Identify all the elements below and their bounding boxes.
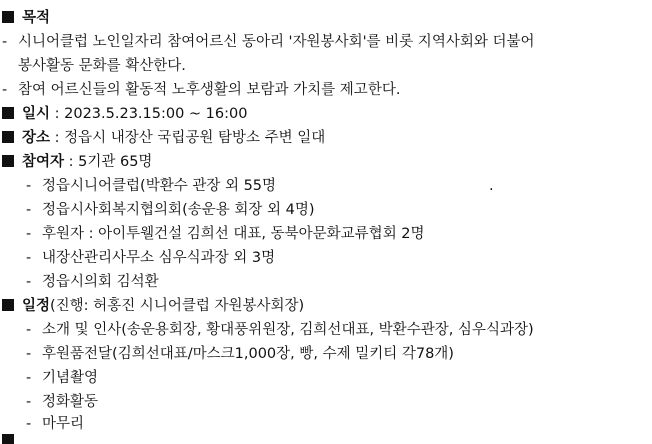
square-bullet-icon bbox=[2, 155, 14, 167]
participant-item bbox=[26, 198, 314, 222]
schedule-text: 마무리 bbox=[42, 416, 85, 432]
section-title: 목적 bbox=[22, 10, 51, 26]
schedule-value: (진행: 허홍진 시니어클럽 자원봉사회장) bbox=[50, 298, 305, 314]
schedule-item bbox=[26, 342, 454, 366]
purpose-text: 시니어클럽 노인일자리 참여어르신 동아리 '자원봉사회'를 비롯 지역사회와 더불어 bbox=[18, 34, 535, 50]
purpose-text: 봉사활동 문화를 확산한다. bbox=[18, 58, 186, 74]
schedule-item bbox=[26, 366, 98, 390]
participant-text: 정읍시사회복지협의회(송운용 회장 외 4명) bbox=[42, 202, 315, 218]
schedule-item bbox=[26, 414, 84, 434]
participant-item bbox=[26, 270, 159, 294]
participant-text: 정읍시니어클럽(박환수 관장 외 55명 bbox=[42, 178, 277, 194]
schedule-item bbox=[26, 318, 534, 342]
dash-marker: - bbox=[26, 202, 32, 218]
section-schedule bbox=[2, 294, 304, 318]
participant-text: 후원자 : 아이투웰건설 김희선 대표, 동북아문화교류협회 2명 bbox=[42, 226, 425, 242]
schedule-text: 후원품전달(김희선대표/마스크1,000장, 빵, 수제 밀키티 각78개) bbox=[42, 346, 454, 362]
participants-value: : 5기관 65명 bbox=[64, 154, 153, 170]
place-value: : 정읍시 내장산 국립공원 탐방소 주변 일대 bbox=[50, 130, 326, 146]
dash-marker: - bbox=[26, 346, 32, 362]
section-datetime bbox=[2, 102, 247, 126]
participant-item bbox=[26, 246, 275, 270]
purpose-text: 참여 어르신들의 활동적 노후생활의 보람과 가치를 제고한다. bbox=[18, 82, 401, 98]
dash-marker: - bbox=[26, 250, 32, 266]
clipped-next-section bbox=[2, 434, 202, 444]
purpose-item bbox=[2, 30, 534, 54]
datetime-value: : 2023.5.23.15:00 ~ 16:00 bbox=[50, 106, 248, 122]
participant-item bbox=[26, 174, 276, 198]
dash-marker: - bbox=[26, 274, 32, 290]
participant-text: 내장산관리사무소 심우식과장 외 3명 bbox=[42, 250, 276, 266]
section-participants bbox=[2, 150, 152, 174]
square-bullet-icon bbox=[2, 131, 14, 143]
schedule-text: 정화활동 bbox=[42, 394, 99, 410]
section-title: 참여자 bbox=[22, 154, 65, 170]
dash-marker: - bbox=[26, 178, 32, 194]
schedule-text: 소개 및 인사(송운용회장, 황대풍위원장, 김희선대표, 박환수관장, 심우식과장) bbox=[42, 322, 534, 338]
section-title: 일시 bbox=[22, 106, 51, 122]
schedule-text: 기념촬영 bbox=[42, 370, 99, 386]
section-title: 일정 bbox=[22, 298, 51, 314]
participant-item bbox=[26, 222, 425, 246]
section-title: 장소 bbox=[22, 130, 51, 146]
dash-marker: - bbox=[26, 416, 32, 432]
dash-marker: - bbox=[26, 370, 32, 386]
purpose-item-continuation bbox=[18, 54, 186, 78]
stray-dot: . bbox=[489, 178, 494, 194]
participant-text: 정읍시의회 김석환 bbox=[42, 274, 159, 290]
section-purpose-heading bbox=[2, 6, 50, 30]
section-place bbox=[2, 126, 325, 150]
dash-marker: - bbox=[26, 322, 32, 338]
dash-marker: - bbox=[2, 34, 8, 50]
dash-marker: - bbox=[2, 82, 8, 98]
square-bullet-icon bbox=[2, 434, 14, 444]
square-bullet-icon bbox=[2, 107, 14, 119]
dash-marker: - bbox=[26, 394, 32, 410]
square-bullet-icon bbox=[2, 11, 14, 23]
schedule-item bbox=[26, 390, 98, 414]
dash-marker: - bbox=[26, 226, 32, 242]
square-bullet-icon bbox=[2, 299, 14, 311]
purpose-item bbox=[2, 78, 400, 102]
